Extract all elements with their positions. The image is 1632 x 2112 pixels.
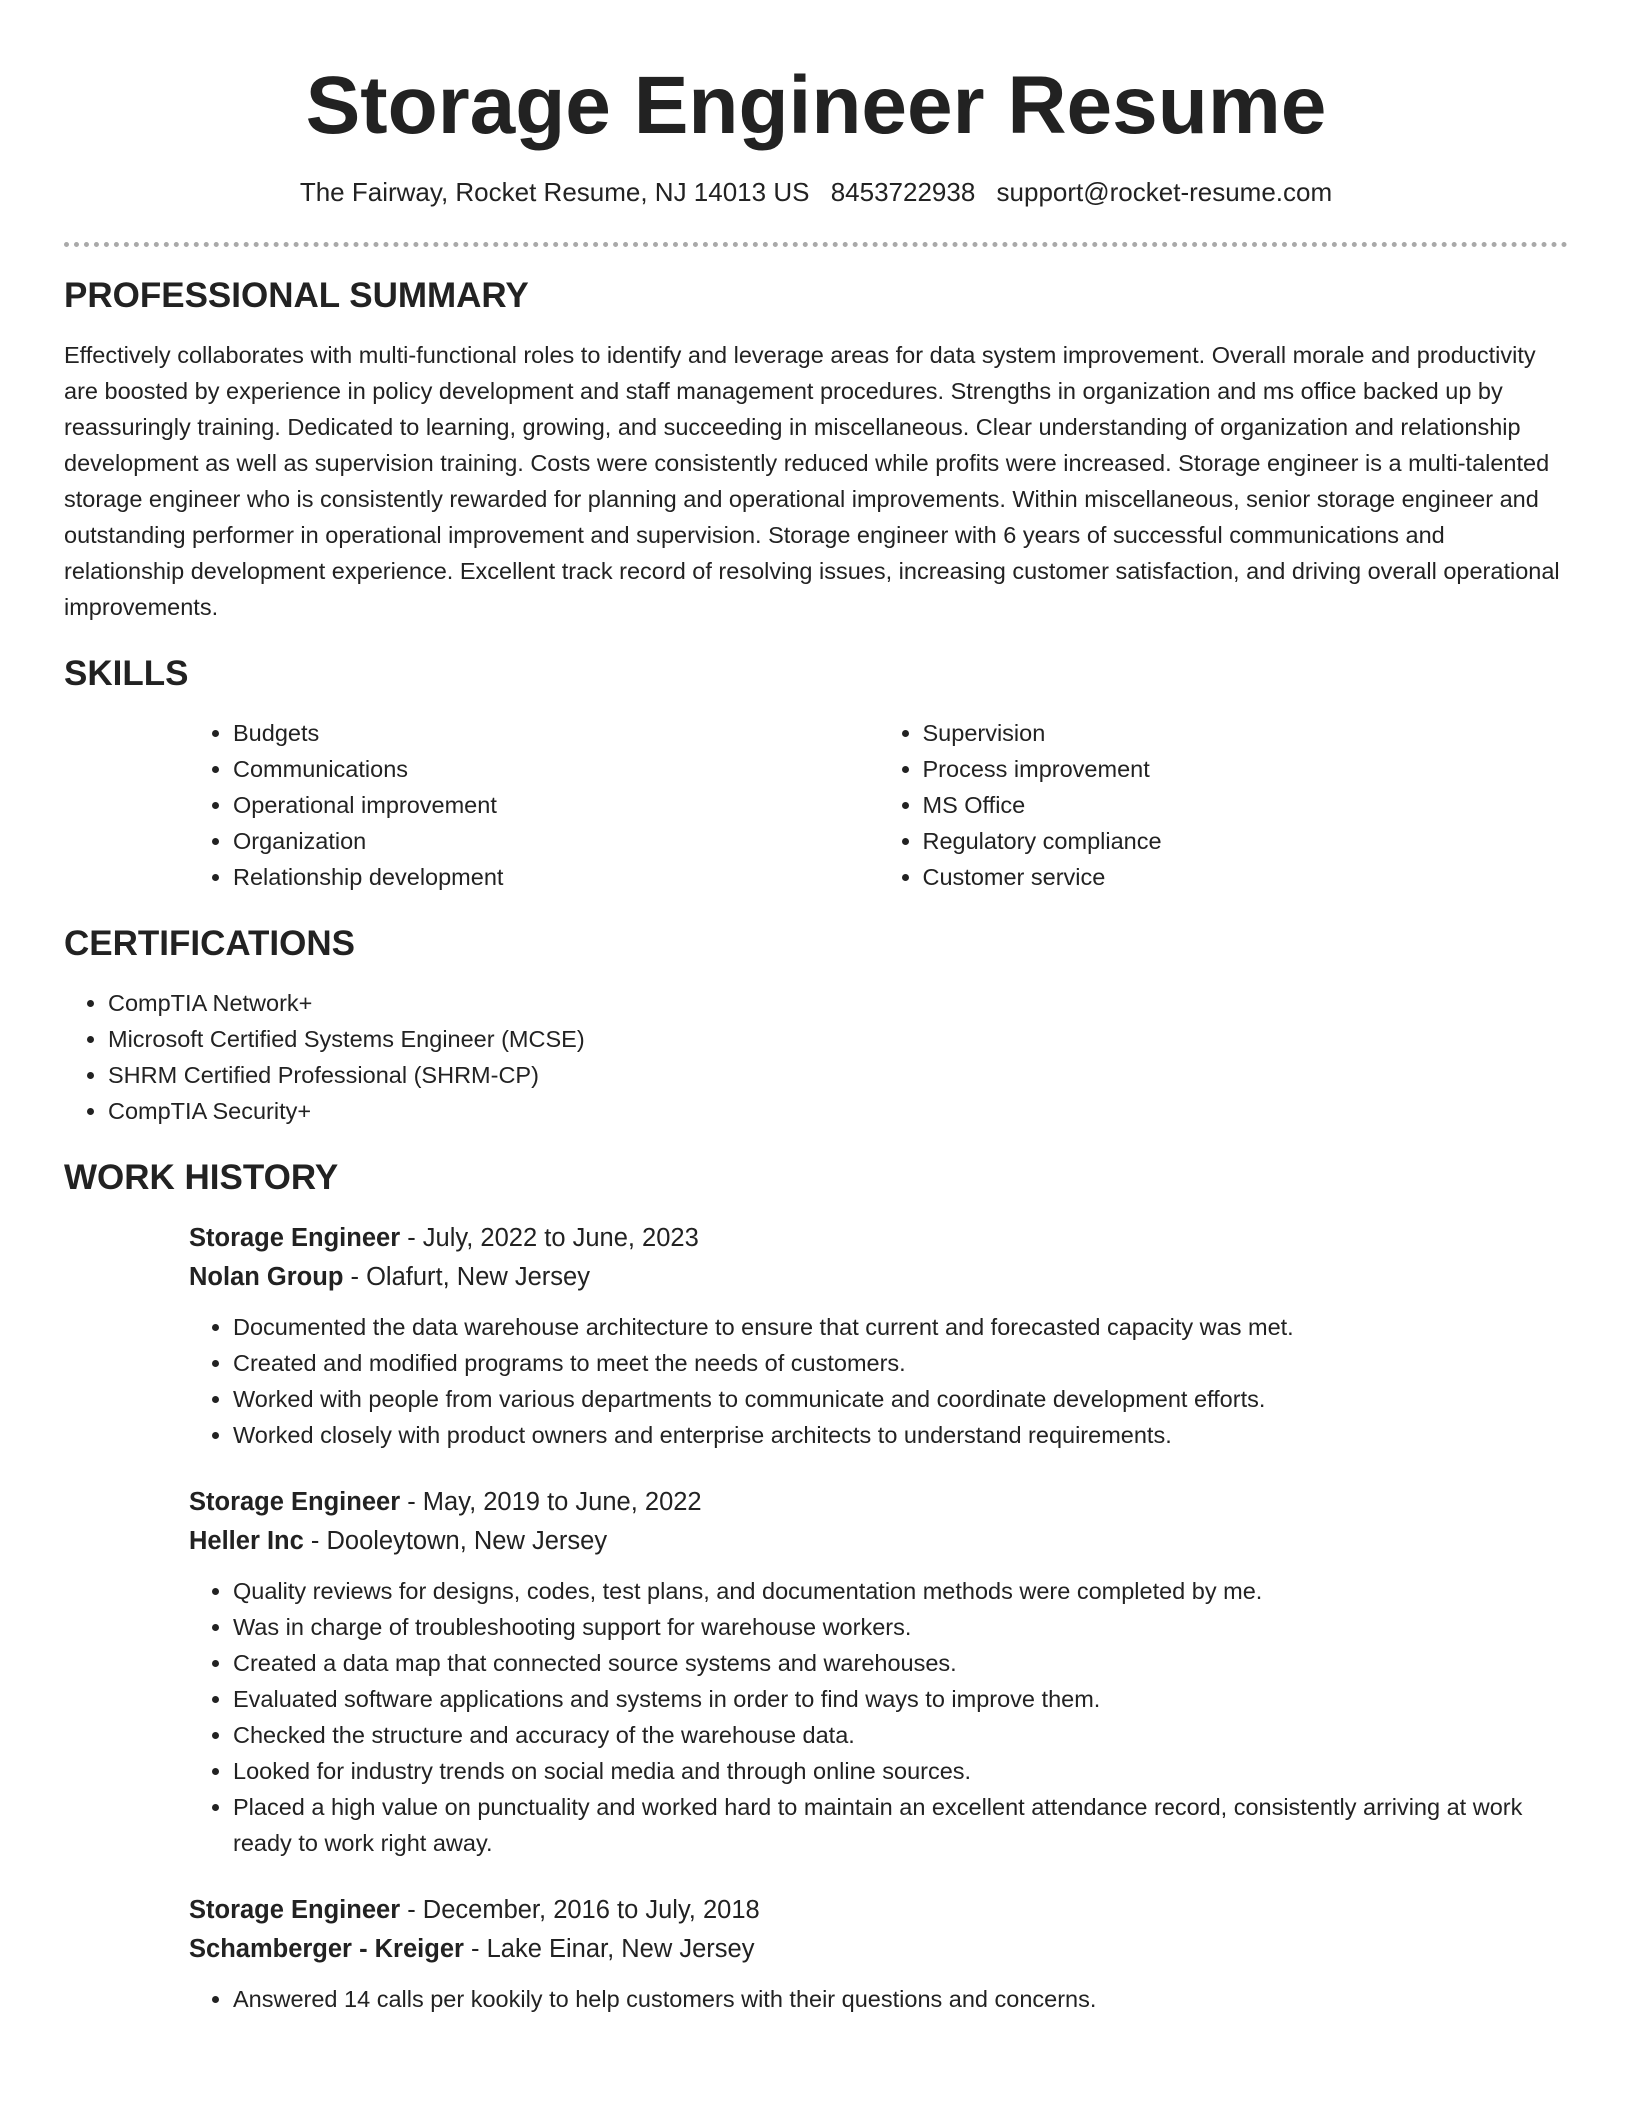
job-title: Storage Engineer — [189, 1896, 401, 1924]
work-history-heading: WORK HISTORY — [64, 1158, 339, 1197]
certifications-list — [64, 985, 1568, 1129]
skills-heading: SKILLS — [64, 654, 189, 693]
job-dates: - May, 2019 to June, 2022 — [400, 1488, 702, 1516]
contact-phone: 8453722938 — [830, 177, 976, 207]
list-item: • Budgets — [233, 715, 879, 751]
certifications-heading: CERTIFICATIONS — [64, 924, 356, 963]
list-item: • CompTIA Security+ — [108, 1093, 1568, 1129]
list-item: • Organization — [233, 823, 879, 859]
list-item: • Checked the structure and accuracy of the warehouse data. — [233, 1717, 1568, 1753]
job-title-line — [189, 1483, 1568, 1522]
job-entry — [189, 1483, 1568, 1861]
contact-line — [64, 176, 1568, 208]
resume-page — [64, 0, 1568, 2017]
job-title: Storage Engineer — [189, 1488, 401, 1516]
list-item: • Created a data map that connected source systems and warehouses. — [233, 1645, 1568, 1681]
list-item: • Quality reviews for designs, codes, test plans, and documentation methods were completed by me. — [233, 1573, 1568, 1609]
list-item: • Communications — [233, 751, 879, 787]
list-item: • Relationship development — [233, 859, 879, 895]
list-item: • Created and modified programs to meet the needs of customers. — [233, 1345, 1568, 1381]
contact-email: support@rocket-resume.com — [996, 177, 1333, 207]
skills-section — [64, 653, 1568, 895]
job-company: Schamberger - Kreiger — [189, 1935, 464, 1963]
job-location: - Lake Einar, New Jersey — [463, 1935, 755, 1963]
list-item: • Placed a high value on punctuality and worked hard to maintain an excellent attendance record, consistently arriving at work ready to work right away. — [233, 1789, 1568, 1861]
list-item: • SHRM Certified Professional (SHRM-CP) — [108, 1057, 1568, 1093]
list-item: • Answered 14 calls per kookily to help customers with their questions and concerns. — [233, 1981, 1568, 2017]
header-divider — [64, 242, 1568, 247]
list-item: • Looked for industry trends on social media and through online sources. — [233, 1753, 1568, 1789]
job-title-line — [189, 1891, 1568, 1930]
job-bullets — [189, 1573, 1568, 1861]
job-company-line — [189, 1258, 1568, 1297]
job-location: - Olafurt, New Jersey — [343, 1263, 590, 1291]
skills-columns — [189, 715, 1568, 895]
work-history-section — [64, 1157, 1568, 2017]
job-title-line — [189, 1219, 1568, 1258]
certifications-section — [64, 923, 1568, 1129]
job-company: Heller Inc — [189, 1527, 304, 1555]
skills-list-left — [189, 715, 879, 895]
contact-address: The Fairway, Rocket Resume, NJ 14013 US — [299, 177, 810, 207]
job-company: Nolan Group — [189, 1263, 344, 1291]
list-item: • Supervision — [923, 715, 1569, 751]
job-title: Storage Engineer — [189, 1224, 401, 1252]
list-item: • Process improvement — [923, 751, 1569, 787]
job-dates: - December, 2016 to July, 2018 — [400, 1896, 760, 1924]
list-item: • Microsoft Certified Systems Engineer (MCSE) — [108, 1021, 1568, 1057]
list-item: • MS Office — [923, 787, 1569, 823]
list-item: • Worked closely with product owners and enterprise architects to understand requirements. — [233, 1417, 1568, 1453]
list-item: • Was in charge of troubleshooting support for warehouse workers. — [233, 1609, 1568, 1645]
list-item: • Operational improvement — [233, 787, 879, 823]
list-item: • Worked with people from various departments to communicate and coordinate development efforts. — [233, 1381, 1568, 1417]
job-bullets — [189, 1981, 1568, 2017]
job-entry — [189, 1219, 1568, 1453]
job-bullets — [189, 1309, 1568, 1453]
job-company-line — [189, 1522, 1568, 1561]
skills-list-right — [879, 715, 1569, 895]
job-entry — [189, 1891, 1568, 2017]
list-item: • CompTIA Network+ — [108, 985, 1568, 1021]
job-dates: - July, 2022 to June, 2023 — [400, 1224, 699, 1252]
summary-heading: PROFESSIONAL SUMMARY — [64, 276, 529, 315]
job-location: - Dooleytown, New Jersey — [303, 1527, 608, 1555]
list-item: • Customer service — [923, 859, 1569, 895]
list-item: • Regulatory compliance — [923, 823, 1569, 859]
summary-text: Effectively collaborates with multi-functional roles to identify and leverage areas for data system improvement. Overall morale and productivity are boosted by experience in policy development and staff management procedures. Strengths in organization and ms office backed up by reassuringly training. Dedicated to learning, growing, and succeeding in miscellaneous. Clear understanding of organization and relationship development as well as supervision training. Costs were consistently reduced while profits were increased. Storage engineer is a multi-talented storage engineer who is consistently rewarded for planning and operational improvements. Within miscellaneous, senior storage engineer and outstanding performer in operational improvement and supervision. Storage engineer with 6 years of successful communications and relationship development experience. Excellent track record of resolving issues, increasing customer satisfaction, and driving overall operational improvements. — [64, 342, 1560, 620]
list-item: • Evaluated software applications and systems in order to find ways to improve them. — [233, 1681, 1568, 1717]
job-company-line — [189, 1930, 1568, 1969]
list-item: • Documented the data warehouse architecture to ensure that current and forecasted capacity was met. — [233, 1309, 1568, 1345]
resume-title: Storage Engineer Resume — [305, 60, 1327, 151]
summary-section — [64, 275, 1568, 625]
